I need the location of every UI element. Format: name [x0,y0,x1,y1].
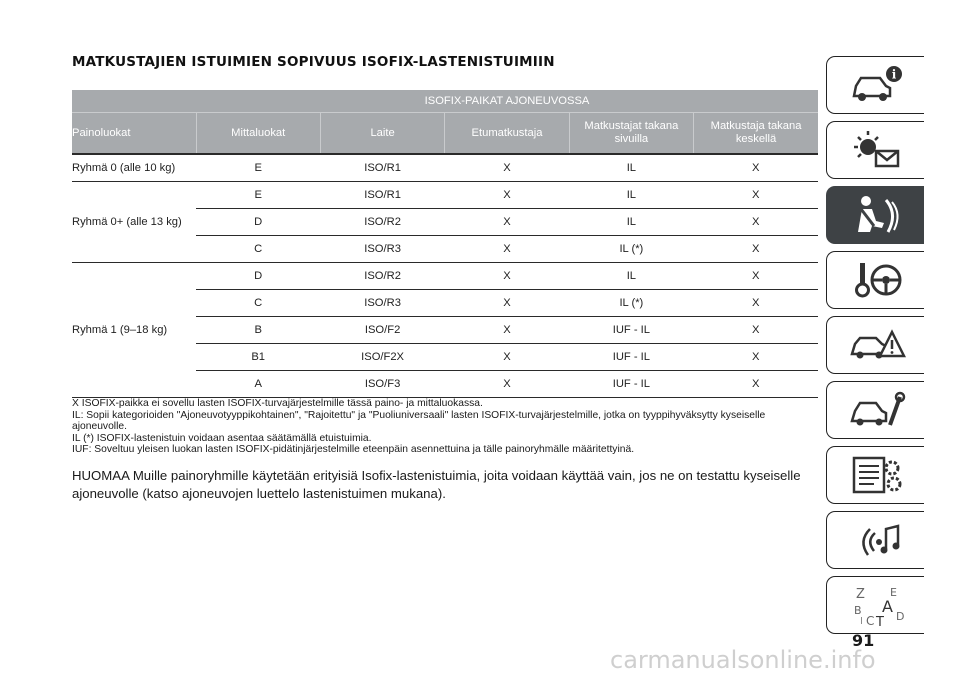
multimedia-icon [846,517,906,563]
table-cell: ISO/F3 [320,371,444,398]
index-letter: E [889,586,897,599]
note-il: IL: Sopii kategorioiden "Ajoneuvotyyppikohtainen", "Rajoitettu" ja "Puoliuniversaali" lasten ISOFIX-turvajärjestelmille, jotka on tyyppihyväksytty kyseiselle ajoneuvolle. [72,409,766,433]
tab-maintenance[interactable] [826,381,924,439]
svg-text:i: i [891,67,896,82]
table-cell: B1 [196,344,320,371]
table-row [72,263,818,290]
header-rear-center-passenger: Matkustaja takana keskellä [694,113,818,155]
table-cell: IUF - IL [569,371,693,398]
table-cell: X [694,344,818,371]
table-cell: ISO/R2 [320,263,444,290]
table-cell: IL [569,182,693,209]
index-letter: B [853,604,862,617]
table-cell: X [694,263,818,290]
table-cell: X [445,154,569,182]
table-cell: X [445,182,569,209]
table-cell: IL [569,263,693,290]
emergency-icon [846,322,906,368]
table-cell: ISO/R3 [320,236,444,263]
index-letter: A [881,597,893,616]
index-letter: I [859,616,863,627]
table-cell: X [445,209,569,236]
table-cell: X [445,371,569,398]
huomaa-notice: HUOMAA Muille painoryhmille käytetään erityisiä Isofix-lastenistuimia, joita voidaan käyttää vain, jos ne on testattu kyseiselle ajoneuvolle (katso ajoneuvojen luettelo lastenistuimen mukana). [72,468,801,501]
group-label: Ryhmä 1 (9–18 kg) [72,263,196,398]
table-cell: X [694,209,818,236]
table-cell: ISO/R2 [320,209,444,236]
table-row [72,154,818,182]
note-iuf: IUF: Soveltuu yleisen luokan lasten ISOFIX-pidätinjärjestelmille eteenpäin asennettuina ja tälle painoryhmälle määritettyinä. [72,444,635,456]
index-letter: D [895,610,904,623]
watermark: carmanualsonline.info [610,646,876,674]
table-cell: X [694,317,818,344]
tab-emergency[interactable] [826,316,924,374]
table-cell: E [196,182,320,209]
table-cell: IL (*) [569,236,693,263]
table-cell: IL [569,154,693,182]
index-icon [846,582,906,628]
safety-airbag-icon [846,192,906,238]
table-cell: IUF - IL [569,344,693,371]
tab-warning-lights[interactable] [826,121,924,179]
table-band-title: ISOFIX-PAIKAT AJONEUVOSSA [196,90,818,113]
isofix-compatibility-table [72,90,818,398]
table-cell: A [196,371,320,398]
tab-car-info[interactable] [826,56,924,114]
table-cell: X [445,263,569,290]
table-cell: X [445,344,569,371]
table-row [72,182,818,209]
table-cell: X [445,317,569,344]
car-info-icon [846,62,906,108]
table-cell: B [196,317,320,344]
table-cell: IL (*) [569,290,693,317]
table-band-spacer [72,90,196,113]
group-label: Ryhmä 0+ (alle 13 kg) [72,182,196,263]
table-cell: ISO/R1 [320,154,444,182]
table-cell: X [694,371,818,398]
table-notes [72,398,820,456]
index-letter: Z [855,587,865,602]
header-device: Laite [320,113,444,155]
index-letter: C [865,614,874,628]
table-cell: X [694,154,818,182]
group-label: Ryhmä 0 (alle 10 kg) [72,154,196,182]
key-steering-wheel-icon [846,257,906,303]
header-weight-class: Painoluokat [72,113,196,155]
table-cell: ISO/R1 [320,182,444,209]
table-cell: ISO/R3 [320,290,444,317]
table-cell: X [694,182,818,209]
table-cell: X [694,236,818,263]
tab-technical-data[interactable] [826,446,924,504]
note-x: X ISOFIX-paikka ei sovellu lasten ISOFIX-turvajärjestelmille tässä paino- ja mittaluokassa. [72,398,483,409]
index-letter: T [875,615,884,628]
page-number: 91 [852,631,875,650]
tab-safety[interactable] [826,186,924,244]
table-cell: ISO/F2X [320,344,444,371]
table-cell: IUF - IL [569,317,693,344]
table-cell: X [694,290,818,317]
tab-starting-driving[interactable] [826,251,924,309]
table-cell: D [196,209,320,236]
table-cell: E [196,154,320,182]
tab-index[interactable] [826,576,924,634]
table-cell: IL [569,209,693,236]
page-title: MATKUSTAJIEN ISTUIMIEN SOPIVUUS ISOFIX-LASTENISTUIMIIN [72,54,555,70]
table-cell: D [196,263,320,290]
car-maintenance-icon [846,387,906,433]
header-size-class: Mittaluokat [196,113,320,155]
technical-data-icon [846,452,906,498]
table-cell: X [445,290,569,317]
table-cell: X [445,236,569,263]
note-il-star: IL (*) ISOFIX-lastenistuin voidaan asentaa säätämällä etuistuimia. [72,432,372,444]
tab-multimedia[interactable] [826,511,924,569]
header-front-passenger: Etumatkustaja [445,113,569,155]
table-cell: ISO/F2 [320,317,444,344]
table-cell: C [196,290,320,317]
header-rear-side-passengers: Matkustajat takana sivuilla [569,113,693,155]
warning-lights-icon [846,127,906,173]
chapter-tabs [826,56,926,641]
table-cell: C [196,236,320,263]
